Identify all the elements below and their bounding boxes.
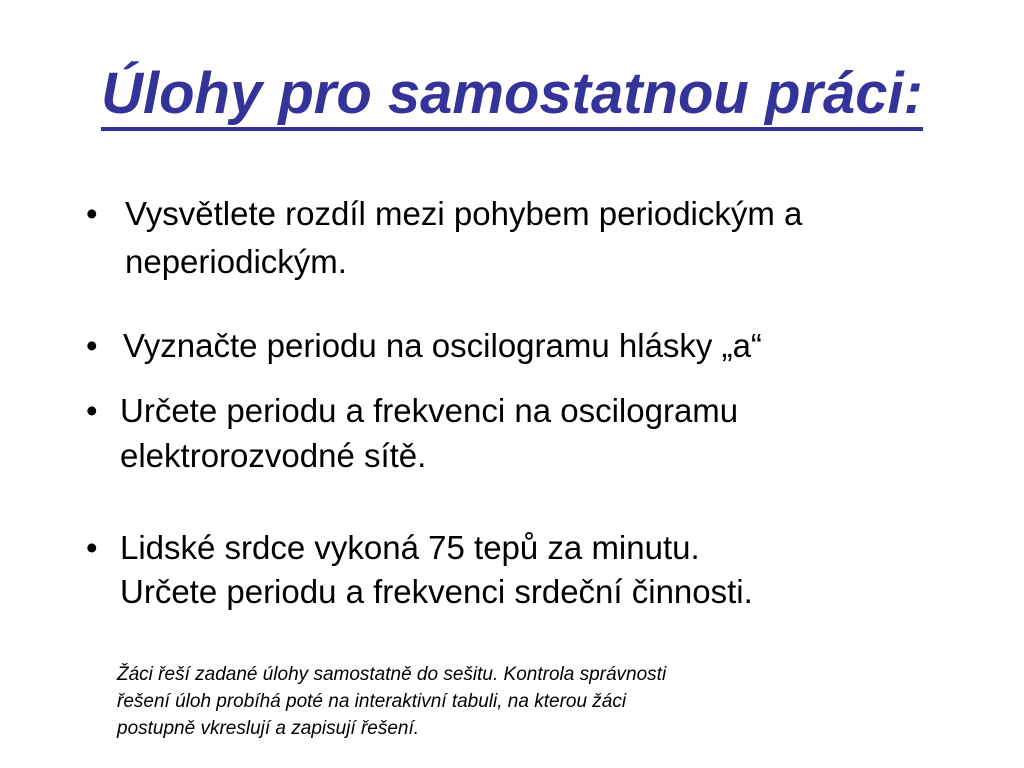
bullet-item-3: [0, 389, 1024, 489]
bullet-3-line-2: elektrorozvodné sítě.: [120, 437, 427, 474]
bullet-dot-icon: •: [86, 392, 98, 429]
teacher-note: [117, 661, 897, 742]
slide-title-text: Úlohy pro samostatnou práci:: [101, 64, 923, 131]
note-line-2: řešení úloh probíhá poté na interaktivní tabuli, na kterou žáci: [117, 691, 627, 712]
note-line-3: postupně vkreslují a zapisují řešení.: [117, 718, 420, 739]
bullet-4-line-2: Určete periodu a frekvenci srdeční činnosti.: [120, 573, 753, 610]
bullet-1-line-2: neperiodickým.: [125, 243, 347, 280]
bullet-item-2: [0, 324, 1024, 374]
bullet-2-line-1: Vyznačte periodu na oscilogramu hlásky „a“: [123, 327, 762, 364]
bullet-item-1: [0, 192, 1024, 292]
bullet-3-line-1: Určete periodu a frekvenci na oscilogramu: [120, 392, 739, 429]
bullet-dot-icon: •: [86, 195, 98, 232]
bullet-4-line-1: Lidské srdce vykoná 75 tepů za minutu.: [120, 529, 700, 566]
bullet-dot-icon: •: [86, 327, 98, 364]
note-line-1: Žáci řeší zadané úlohy samostatně do sešitu. Kontrola správnosti: [117, 664, 667, 685]
bullet-1-line-1: Vysvětlete rozdíl mezi pohybem periodickým a: [125, 195, 803, 232]
bullet-item-4: [0, 526, 1024, 626]
bullet-dot-icon: •: [86, 529, 98, 566]
